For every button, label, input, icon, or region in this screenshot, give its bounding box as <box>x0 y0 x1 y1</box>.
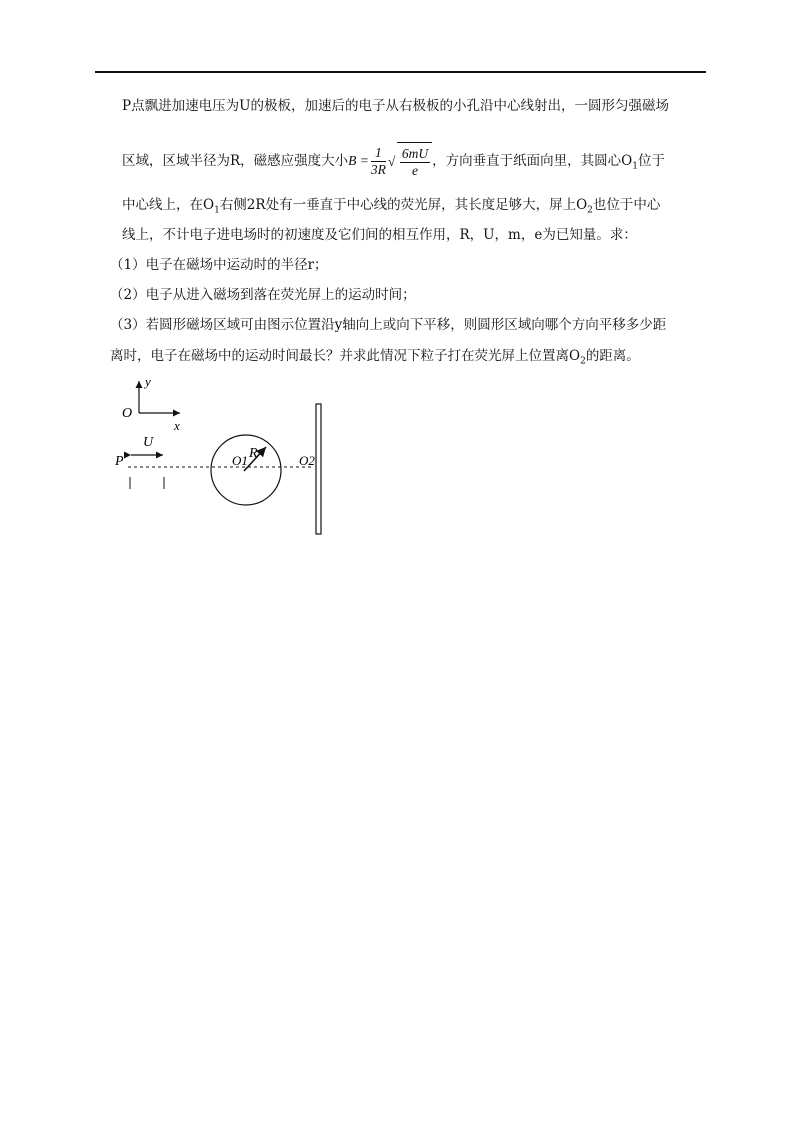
problem-line-4: 线上，不计电子进电场时的初速度及它们间的相互作用，R，U，m，e为已知量。求： <box>122 227 637 243</box>
radius-label: R <box>249 446 258 461</box>
problem-line-3: 中心线上，在$O_1$右侧2R处有一垂直于中心线的荧光屏，其长度足够大，屏上$O_2$也位于中心 <box>122 197 661 216</box>
question-3-line-2: 离时，电子在磁场中的运动时间最长？并求此情况下粒子打在荧光屏上位置离$O_2$的距离。 <box>110 348 640 367</box>
question-1: （1）电子在磁场中运动时的半径r； <box>110 257 328 273</box>
question-2: （2）电子从进入磁场到落在荧光屏上的运动时间； <box>110 287 416 303</box>
physics-figure <box>108 374 338 539</box>
axis-x-label: x <box>174 418 180 433</box>
center-o1-label: O1 <box>232 453 248 468</box>
voltage-label: U <box>143 435 154 450</box>
header-rule <box>95 71 706 73</box>
problem-line-1: P点飘进加速电压为U的极板，加速后的电子从右极板的小孔沿中心线射出，一圆形匀强磁场 <box>122 98 669 114</box>
fluorescent-screen <box>316 404 321 534</box>
formula-sqrt: √ $\frac{6mU}{e}$ <box>388 142 432 182</box>
formula-fraction: $\frac{1}{3R}$ <box>370 145 386 178</box>
magnetic-field-formula: B = $\frac{1}{3R}$ √ $\frac{6mU}{e}$ <box>348 141 432 182</box>
problem-line-2: 区域，区域半径为R，磁感应强度大小B = $\frac{1}{3R}$ √ $\frac{6mU}{e}$ ，方向垂直于纸面向里，其圆心$O_1$位于 <box>122 141 665 187</box>
origin-label: O <box>122 406 133 421</box>
screen-o2-label: O2 <box>299 453 315 468</box>
point-p-label: P <box>115 454 124 469</box>
question-3-line-1: （3）若圆形磁场区域可由图示位置沿y轴向上或向下平移，则圆形区域向哪个方向平移多少距 <box>110 317 667 333</box>
axis-y-label: y <box>145 374 151 389</box>
